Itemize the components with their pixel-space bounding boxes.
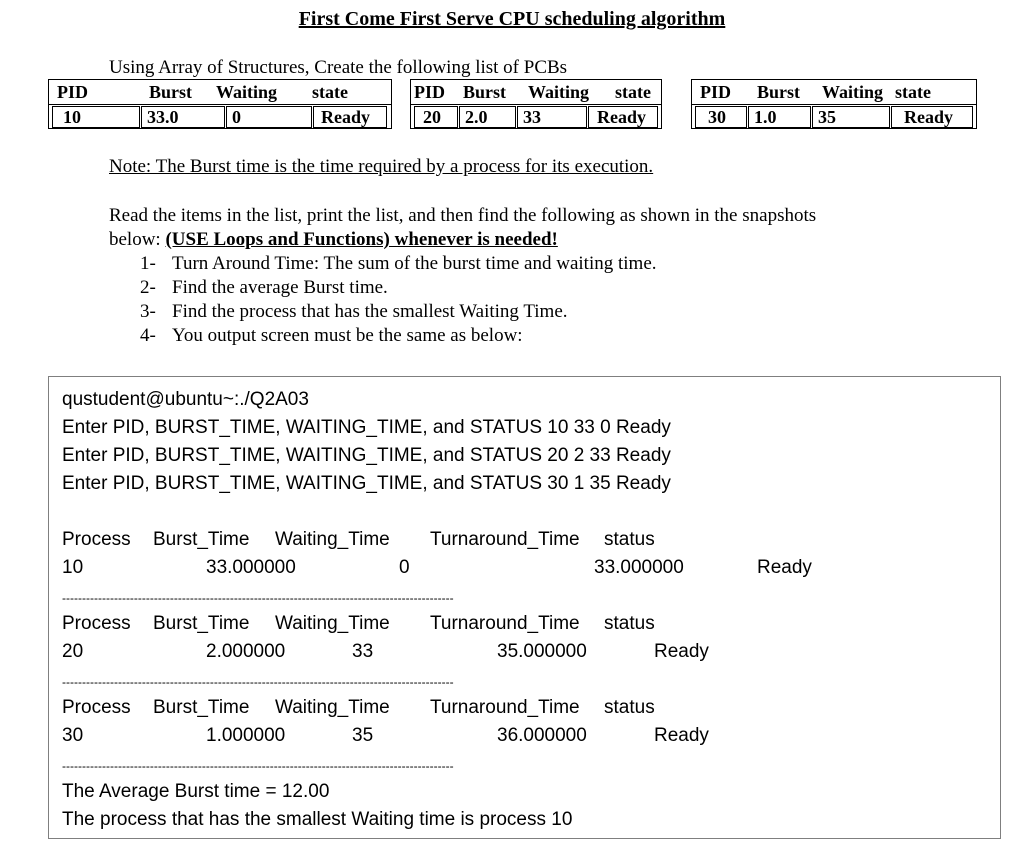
col-header-turnaround: Turnaround_Time (430, 697, 580, 718)
pcb-header-state: state (895, 82, 931, 102)
col-header-burst: Burst_Time (153, 613, 250, 634)
list-item-number: 4- (140, 325, 156, 346)
col-header-waiting: Waiting_Time (275, 529, 390, 550)
pcb-header-state: state (312, 82, 348, 102)
list-item-number: 1- (140, 253, 156, 274)
pcb-header-waiting: Waiting (528, 82, 590, 102)
col-header-process: Process (62, 613, 131, 634)
pcb-cell-burst: 33.0 (141, 106, 225, 128)
terminal-input-line: Enter PID, BURST_TIME, WAITING_TIME, and STATUS 20 2 33 Ready (62, 445, 671, 466)
list-item (140, 325, 523, 347)
pcb-table-2 (410, 79, 662, 129)
pcb-cell-burst: 1.0 (748, 106, 811, 128)
col-header-process: Process (62, 697, 131, 718)
pcb-cell-pid: 10 (52, 106, 140, 128)
note-text: Note: The Burst time is the time required by a process for its execution. (109, 156, 654, 177)
row-status: Ready (654, 725, 709, 746)
pcb-cell-pid: 20 (414, 106, 458, 128)
row-waiting: 33 (352, 641, 374, 662)
pcb-cell-state: Ready (891, 106, 973, 128)
pcb-header-pid: PID (700, 82, 731, 102)
average-burst-line: The Average Burst time = 12.00 (62, 781, 330, 802)
col-header-waiting: Waiting_Time (275, 697, 390, 718)
instructions-line-1: Read the items in the list, print the list, and then find the following as shown in the snapshots (109, 205, 817, 226)
instructions-line-2-prefix: below: (109, 229, 166, 250)
list-item (140, 253, 657, 275)
row-turnaround: 36.000000 (497, 725, 587, 746)
row-waiting: 0 (399, 557, 410, 578)
list-item (140, 301, 568, 323)
pcb-cell-waiting: 33 (517, 106, 587, 128)
row-burst: 33.000000 (206, 557, 296, 578)
separator: -------------------------------------------------------------------------------------------------- (62, 675, 454, 689)
list-item-number: 3- (140, 301, 156, 322)
pcb-header-pid: PID (414, 82, 445, 102)
col-header-status: status (604, 697, 655, 718)
list-item (140, 277, 388, 299)
terminal-input-line: Enter PID, BURST_TIME, WAITING_TIME, and STATUS 10 33 0 Ready (62, 417, 671, 438)
col-header-turnaround: Turnaround_Time (430, 613, 580, 634)
page-title: First Come First Serve CPU scheduling algorithm (298, 8, 726, 30)
pcb-header-burst: Burst (757, 82, 801, 102)
row-status: Ready (757, 557, 812, 578)
pcb-header-pid: PID (57, 82, 88, 102)
pcb-table-3 (691, 79, 977, 129)
col-header-burst: Burst_Time (153, 697, 250, 718)
pcb-header-state: state (615, 82, 651, 102)
col-header-turnaround: Turnaround_Time (430, 529, 580, 550)
pcb-header-waiting: Waiting (822, 82, 884, 102)
pcb-cell-state: Ready (313, 106, 387, 128)
col-header-burst: Burst_Time (153, 529, 250, 550)
smallest-waiting-line: The process that has the smallest Waiting time is process 10 (62, 809, 573, 830)
instructions-line-2 (109, 228, 558, 252)
instructions-emphasis: (USE Loops and Functions) whenever is needed! (165, 229, 558, 250)
terminal-output (48, 376, 1001, 839)
list-item-text: Find the process that has the smallest Waiting Time. (172, 301, 568, 322)
list-item-text: Turn Around Time: The sum of the burst time and waiting time. (172, 253, 657, 274)
list-item-text: Find the average Burst time. (172, 277, 388, 298)
row-status: Ready (654, 641, 709, 662)
pcb-cell-state: Ready (588, 106, 658, 128)
pcb-cell-burst: 2.0 (459, 106, 516, 128)
pcb-header-burst: Burst (463, 82, 507, 102)
row-process: 30 (62, 725, 84, 746)
pcb-header-waiting: Waiting (216, 82, 278, 102)
col-header-waiting: Waiting_Time (275, 613, 390, 634)
pcb-cell-pid: 30 (695, 106, 747, 128)
list-item-number: 2- (140, 277, 156, 298)
intro-text: Using Array of Structures, Create the following list of PCBs (109, 57, 568, 78)
row-process: 20 (62, 641, 84, 662)
pcb-header-burst: Burst (149, 82, 193, 102)
row-waiting: 35 (352, 725, 374, 746)
separator: -------------------------------------------------------------------------------------------------- (62, 759, 454, 773)
col-header-status: status (604, 529, 655, 550)
pcb-cell-waiting: 35 (812, 106, 890, 128)
row-process: 10 (62, 557, 84, 578)
row-turnaround: 35.000000 (497, 641, 587, 662)
row-burst: 2.000000 (206, 641, 286, 662)
row-turnaround: 33.000000 (594, 557, 684, 578)
separator: -------------------------------------------------------------------------------------------------- (62, 591, 454, 605)
terminal-input-line: Enter PID, BURST_TIME, WAITING_TIME, and STATUS 30 1 35 Ready (62, 473, 671, 494)
pcb-table-1 (48, 79, 392, 129)
list-item-text: You output screen must be the same as below: (172, 325, 523, 346)
row-burst: 1.000000 (206, 725, 286, 746)
pcb-cell-waiting: 0 (226, 106, 312, 128)
col-header-process: Process (62, 529, 131, 550)
col-header-status: status (604, 613, 655, 634)
terminal-command: qustudent@ubuntu~:./Q2A03 (62, 389, 309, 410)
